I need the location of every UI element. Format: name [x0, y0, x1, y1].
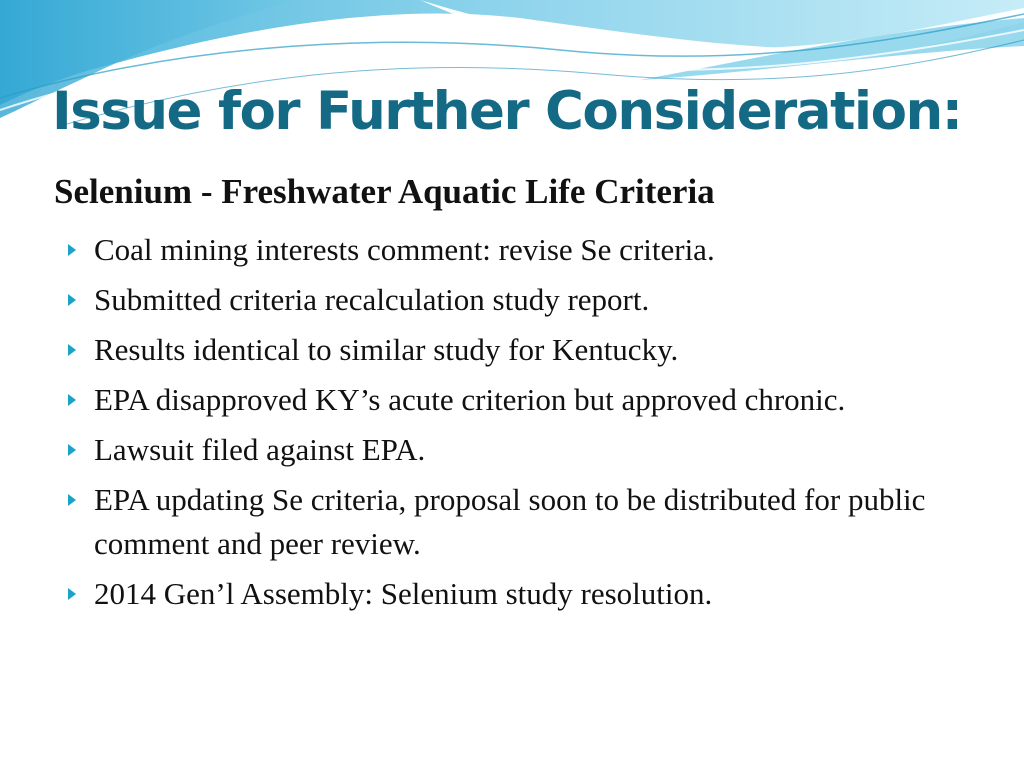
triangle-right-icon [68, 344, 76, 356]
triangle-right-icon [68, 494, 76, 506]
triangle-right-icon [68, 588, 76, 600]
bullet-item [62, 278, 1007, 322]
bullet-item [62, 478, 1007, 566]
bullet-text: EPA updating Se criteria, proposal soon to be distributed for public comment and peer review. [94, 482, 926, 561]
bullet-list [62, 228, 1007, 622]
triangle-right-icon [68, 444, 76, 456]
bullet-item [62, 228, 1007, 272]
bullet-item [62, 428, 1007, 472]
bullet-text: Results identical to similar study for Kentucky. [94, 332, 679, 367]
bullet-text: EPA disapproved KY’s acute criterion but approved chronic. [94, 382, 846, 417]
bullet-item [62, 378, 1007, 422]
bullet-item [62, 328, 1007, 372]
triangle-right-icon [68, 294, 76, 306]
triangle-right-icon [68, 394, 76, 406]
triangle-right-icon [68, 244, 76, 256]
bullet-text: 2014 Gen’l Assembly: Selenium study resolution. [94, 576, 713, 611]
bullet-item [62, 572, 1007, 616]
slide-subtitle: Selenium - Freshwater Aquatic Life Criteria [54, 172, 715, 211]
bullet-text: Lawsuit filed against EPA. [94, 432, 426, 467]
slide-title: Issue for Further Consideration: [52, 81, 962, 142]
bullet-text: Coal mining interests comment: revise Se criteria. [94, 232, 715, 267]
bullet-text: Submitted criteria recalculation study report. [94, 282, 650, 317]
